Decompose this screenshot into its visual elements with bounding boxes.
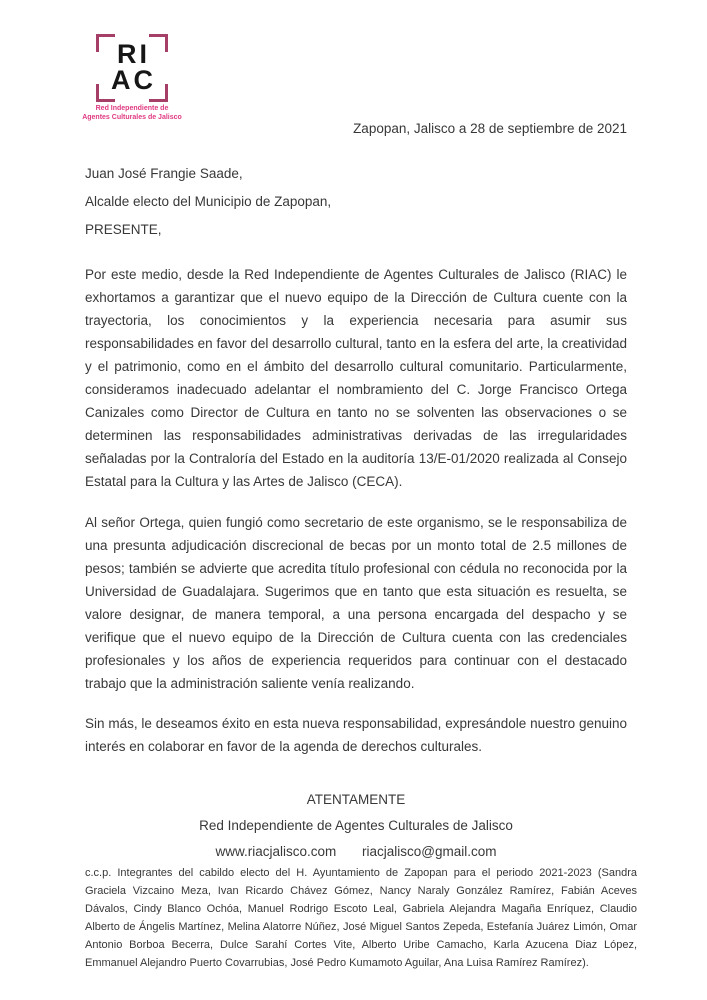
riac-logo-subtitle-line1: Red Independiente de bbox=[95, 105, 169, 112]
letter-content bbox=[85, 160, 627, 865]
recipient-name: Juan José Frangie Saade, bbox=[85, 166, 243, 181]
closing-block bbox=[85, 787, 627, 865]
paragraph-3: Sin más, le deseamos éxito en esta nueva responsabilidad, expresándole nuestro genuino interés en colaborar en favor de la agenda de derechos culturales. bbox=[85, 716, 627, 754]
paragraph-1: Por este medio, desde la Red Independiente de Agentes Culturales de Jalisco (RIAC) le exhortamos a garantizar que el nuevo equipo de la Dirección de Cultura cuente con la trayectoria, los conocimientos y la experiencia necesaria para asumir sus responsabilidades en favor del desarrollo cultural, tanto en la esfera del arte, la creatividad y el patrimonio, como en el ámbito del desarrollo cultural comunitario. Particularmente, consideramos inadecuado adelantar el nombramiento del C. Jorge Francisco Ortega Canizales como Director de Cultura en tanto no se solventen las observaciones o se determinen las responsabilidades administrativas derivadas de las irregularidades señaladas por la Contraloría del Estado en la auditoría 13/E-01/2020 realizada al Consejo Estatal para la Cultura y las Artes de Jalisco (CECA). bbox=[85, 267, 627, 489]
riac-logo-subtitle-line2: Agentes Culturales de Jalisco bbox=[82, 113, 182, 121]
recipient-block bbox=[85, 160, 627, 244]
recipient-salutation: PRESENTE, bbox=[85, 222, 162, 237]
contact-line bbox=[85, 839, 627, 865]
riac-acronym-line1: RI bbox=[117, 39, 150, 70]
riac-logo bbox=[72, 34, 192, 123]
riac-logo-subtitle bbox=[82, 105, 182, 123]
organization-name: Red Independiente de Agentes Culturales de Jalisco bbox=[199, 818, 513, 833]
ccp-footer: c.c.p. Integrantes del cabildo electo del H. Ayuntamiento de Zapopan para el periodo 2021-2023 (Sandra Graciela Vizcaino Meza, Ivan Ricardo Chávez Gómez, Nancy Naraly González Ramírez, Fabián Aceves Dávalos, Cindy Blanco Ochóa, Manuel Rodrigo Escoto Leal, Gabriela Alejandra Magaña Enríquez, Claudio Alberto de Ángelis Martínez, Melina Alatorre Núñez, José Miguel Santos Zepeda, Estefanía Juárez Limón, Omar Antonio Borboa Becerra, Dulce Sarahí Cortes Vite, Alberto Uribe Camacho, Karla Azucena Diaz López, Emmanuel Alejandro Puerto Covarrubias, José Pedro Kumamoto Aguilar, Ana Luisa Ramírez Ramírez). bbox=[85, 867, 637, 969]
paragraph-2: Al señor Ortega, quien fungió como secretario de este organismo, se le responsabiliza de una presunta adjudicación discrecional de becas por un monto total de 2.5 millones de pesos; también se advierte que acredita título profesional con cédula no reconocida por la Universidad de Guadalajara. Sugerimos que en tanto que esta situación es resuelta, se valore designar, de manera temporal, a una persona encargada del despacho y se verifique que el nuevo equipo de la Dirección de Cultura cuenta con las credenciales profesionales y los años de experiencia requeridos para continuar con el destacado trabajo que la administración saliente venía realizando. bbox=[85, 515, 627, 691]
riac-acronym-line2: AC bbox=[111, 65, 156, 95]
valediction: ATENTAMENTE bbox=[306, 792, 406, 807]
website-url: www.riacjalisco.com bbox=[215, 844, 337, 859]
recipient-title: Alcalde electo del Municipio de Zapopan, bbox=[85, 194, 332, 209]
date-line: Zapopan, Jalisco a 28 de septiembre de 2021 bbox=[353, 121, 627, 136]
riac-acronym bbox=[96, 34, 168, 102]
riac-logo-icon bbox=[96, 34, 168, 102]
email-address: riacjalisco@gmail.com bbox=[362, 844, 497, 859]
